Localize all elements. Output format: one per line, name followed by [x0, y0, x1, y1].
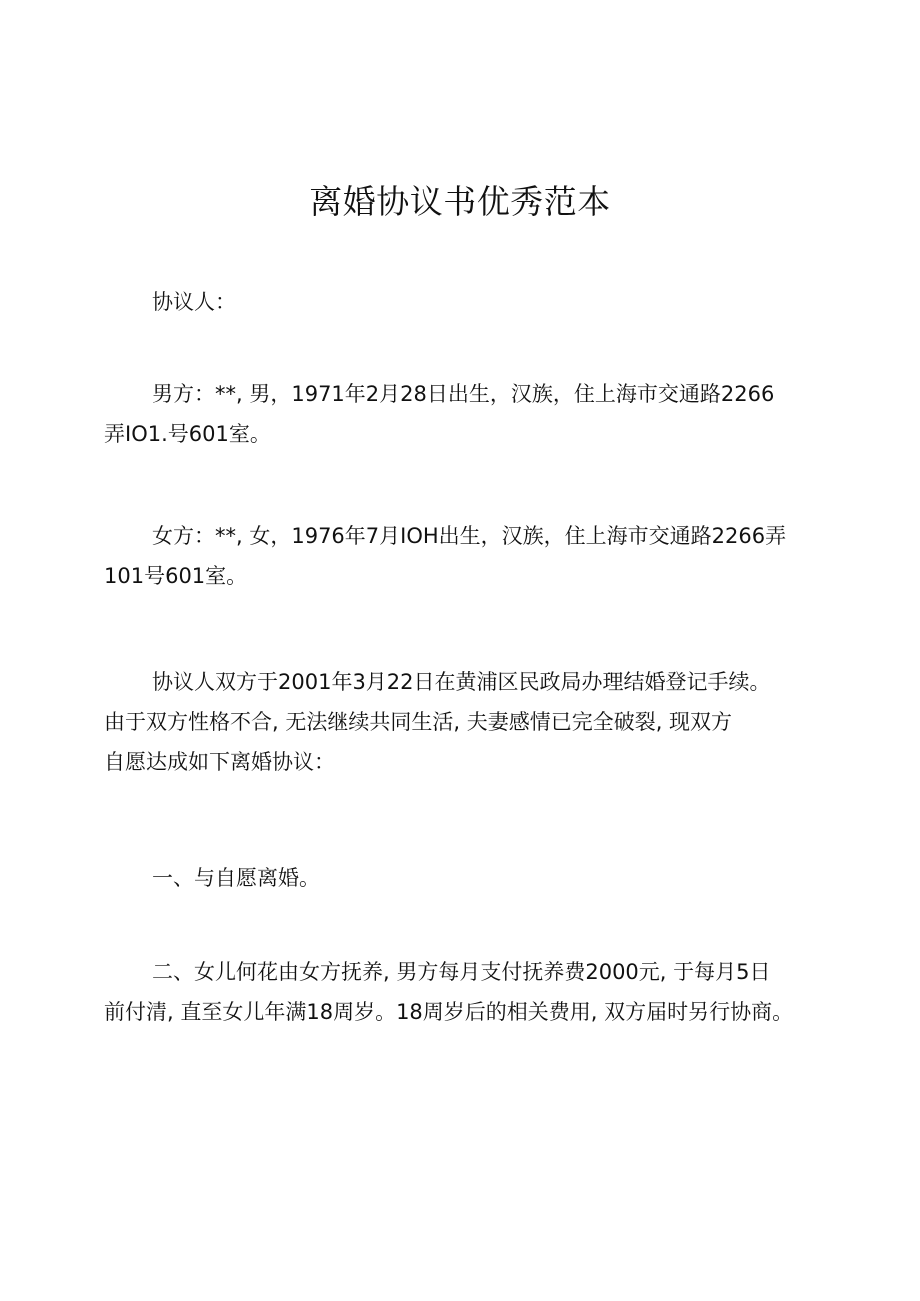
- agreement-line-1: 协议人双方于2001年3月22日在黄浦区民政局办理结婚登记手续。: [152, 670, 771, 694]
- male-party-paragraph: [104, 374, 824, 454]
- female-party-line-1: 女方：**, 女，1976年7月IOH出生，汉族，住上海市交通路2266弄: [152, 524, 787, 548]
- agreement-paragraph: [104, 662, 824, 782]
- clause-2: [104, 952, 824, 1032]
- female-party-line-2: 101号601室。: [104, 564, 248, 588]
- female-party-paragraph: [104, 516, 824, 596]
- clause-1-text: 一、与自愿离婚。: [152, 866, 320, 890]
- male-party-line-1: 男方：**, 男，1971年2月28日出生，汉族，住上海市交通路2266: [152, 382, 775, 406]
- parties-label: [104, 282, 824, 322]
- parties-label-text: 协议人：: [152, 290, 236, 314]
- clause-2-line-2: 前付清, 直至女儿年满18周岁。18周岁后的相关费用, 双方届时另行协商。: [104, 1000, 794, 1024]
- document-title: 离婚协议书优秀范本: [309, 182, 611, 221]
- clause-2-line-1: 二、女儿何花由女方抚养, 男方每月支付抚养费2000元, 于每月5日: [152, 960, 771, 984]
- agreement-line-3: 自愿达成如下离婚协议：: [104, 750, 335, 774]
- agreement-line-2: 由于双方性格不合, 无法继续共同生活, 夫妻感情已完全破裂, 现双方: [104, 710, 733, 734]
- clause-1: [104, 858, 824, 898]
- male-party-line-2: 弄IO1.号601室。: [104, 422, 271, 446]
